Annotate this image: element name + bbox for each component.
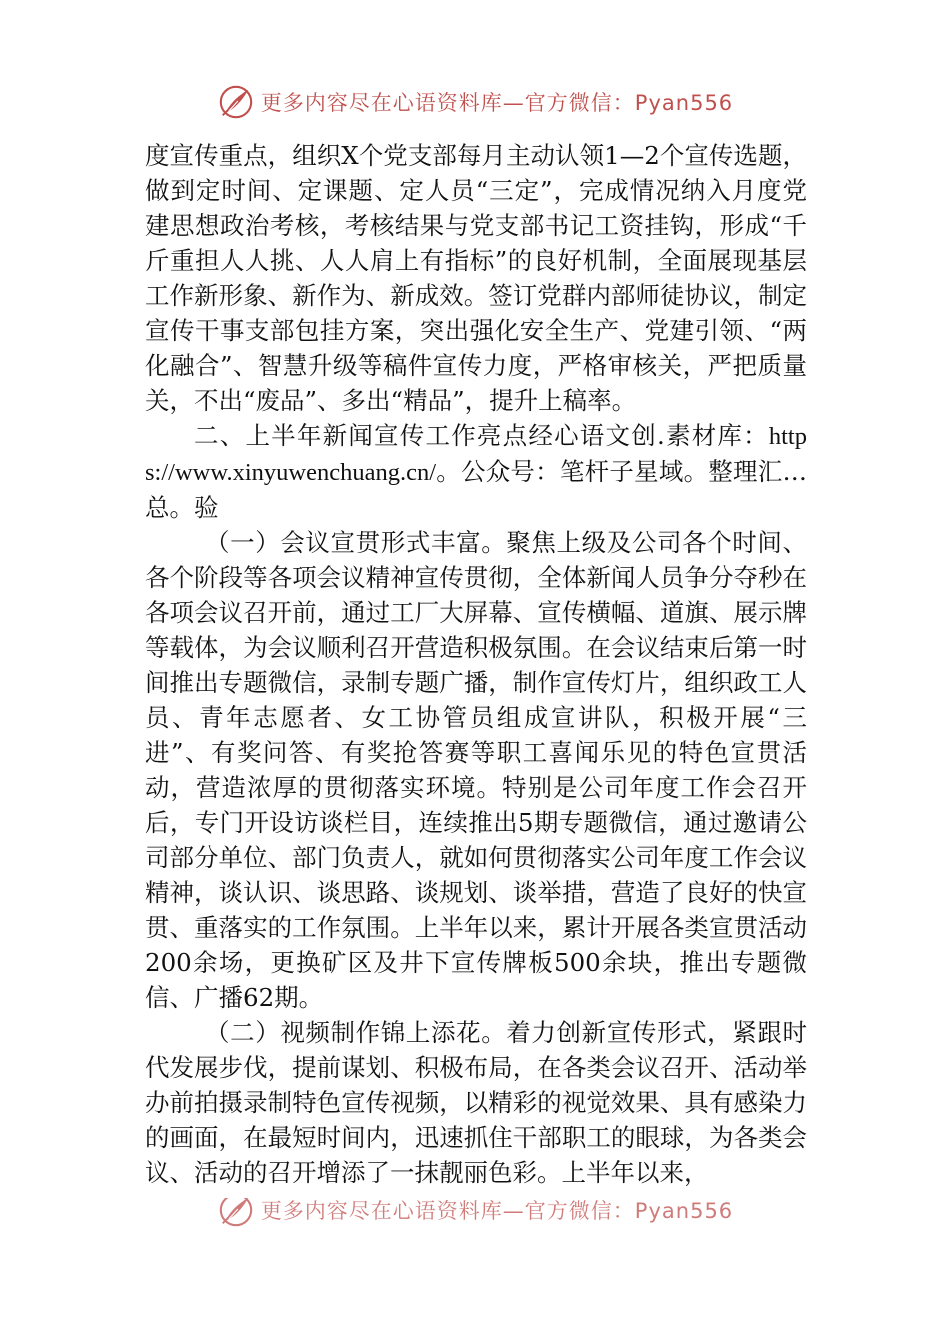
paragraph-4: （二）视频制作锦上添花。着力创新宣传形式，紧跟时代发展步伐，提前谋划、积极布局，在各类会议召开、活动举办前拍摄录制特色宣传视频，以精彩的视觉效果、具有感染力的画面，在最短时间内，迅速抓住干部职工的眼球，为各类会议、活动的召开增添了一抹靓丽色彩。上半年以来， — [145, 1018, 807, 1187]
paragraph-2-heading: 二、上半年新闻宣传工作亮点经心语文创.素材库： — [194, 421, 769, 450]
document-body — [145, 138, 807, 1190]
paragraph-2 — [145, 418, 807, 525]
footer-watermark-banner — [0, 1198, 950, 1238]
header-watermark-text: 更多内容尽在心语资料库—官方微信：Pyan556 — [260, 91, 734, 115]
paragraph-1: 度宣传重点，组织X个党支部每月主动认领1—2个宣传选题，做到定时间、定课题、定人员“三定”，完成情况纳入月度党建思想政治考核，考核结果与党支部书记工资挂钩，形成“千斤重担人人挑、人人肩上有指标”的良好机制，全面展现基层工作新形象、新作为、新成效。签订党群内部师徒协议，制定宣传干事支部包挂方案，突出强化安全生产、党建引领、“两化融合”、智慧升级等稿件宣传力度，严格审核关，严把质量关，不出“废品”、多出“精品”，提升上稿率。 — [145, 141, 807, 415]
feather-quill-icon — [217, 1198, 255, 1229]
header-watermark-banner — [0, 80, 950, 124]
paragraph-2-tail: 。公众号：笔杆子星域。整理汇…总。验 — [145, 457, 807, 522]
source-url: https://www.xinyuwenchuang.cn/ — [145, 423, 807, 486]
footer-watermark-text: 更多内容尽在心语资料库—官方微信：Pyan556 — [260, 1199, 734, 1223]
paragraph-3: （一）会议宣贯形式丰富。聚焦上级及公司各个时间、各个阶段等各项会议精神宣传贯彻，全体新闻人员争分夺秒在各项会议召开前，通过工厂大屏幕、宣传横幅、道旗、展示牌等载体，为会议顺利召开营造积极氛围。在会议结束后第一时间推出专题微信，录制专题广播，制作宣传灯片，组织政工人员、青年志愿者、女工协管员组成宣讲队，积极开展“三进”、有奖问答、有奖抢答赛等职工喜闻乐见的特色宣贯活动，营造浓厚的贯彻落实环境。特别是公司年度工作会召开后，专门开设访谈栏目，连续推出5期专题微信，通过邀请公司部分单位、部门负责人，就如何贯彻落实公司年度工作会议精神，谈认识、谈思路、谈规划、谈举措，营造了良好的快宣贯、重落实的工作氛围。上半年以来，累计开展各类宣贯活动200余场，更换矿区及井下宣传牌板500余块，推出专题微信、广播62期。 — [145, 528, 807, 1012]
feather-quill-icon — [217, 83, 255, 121]
